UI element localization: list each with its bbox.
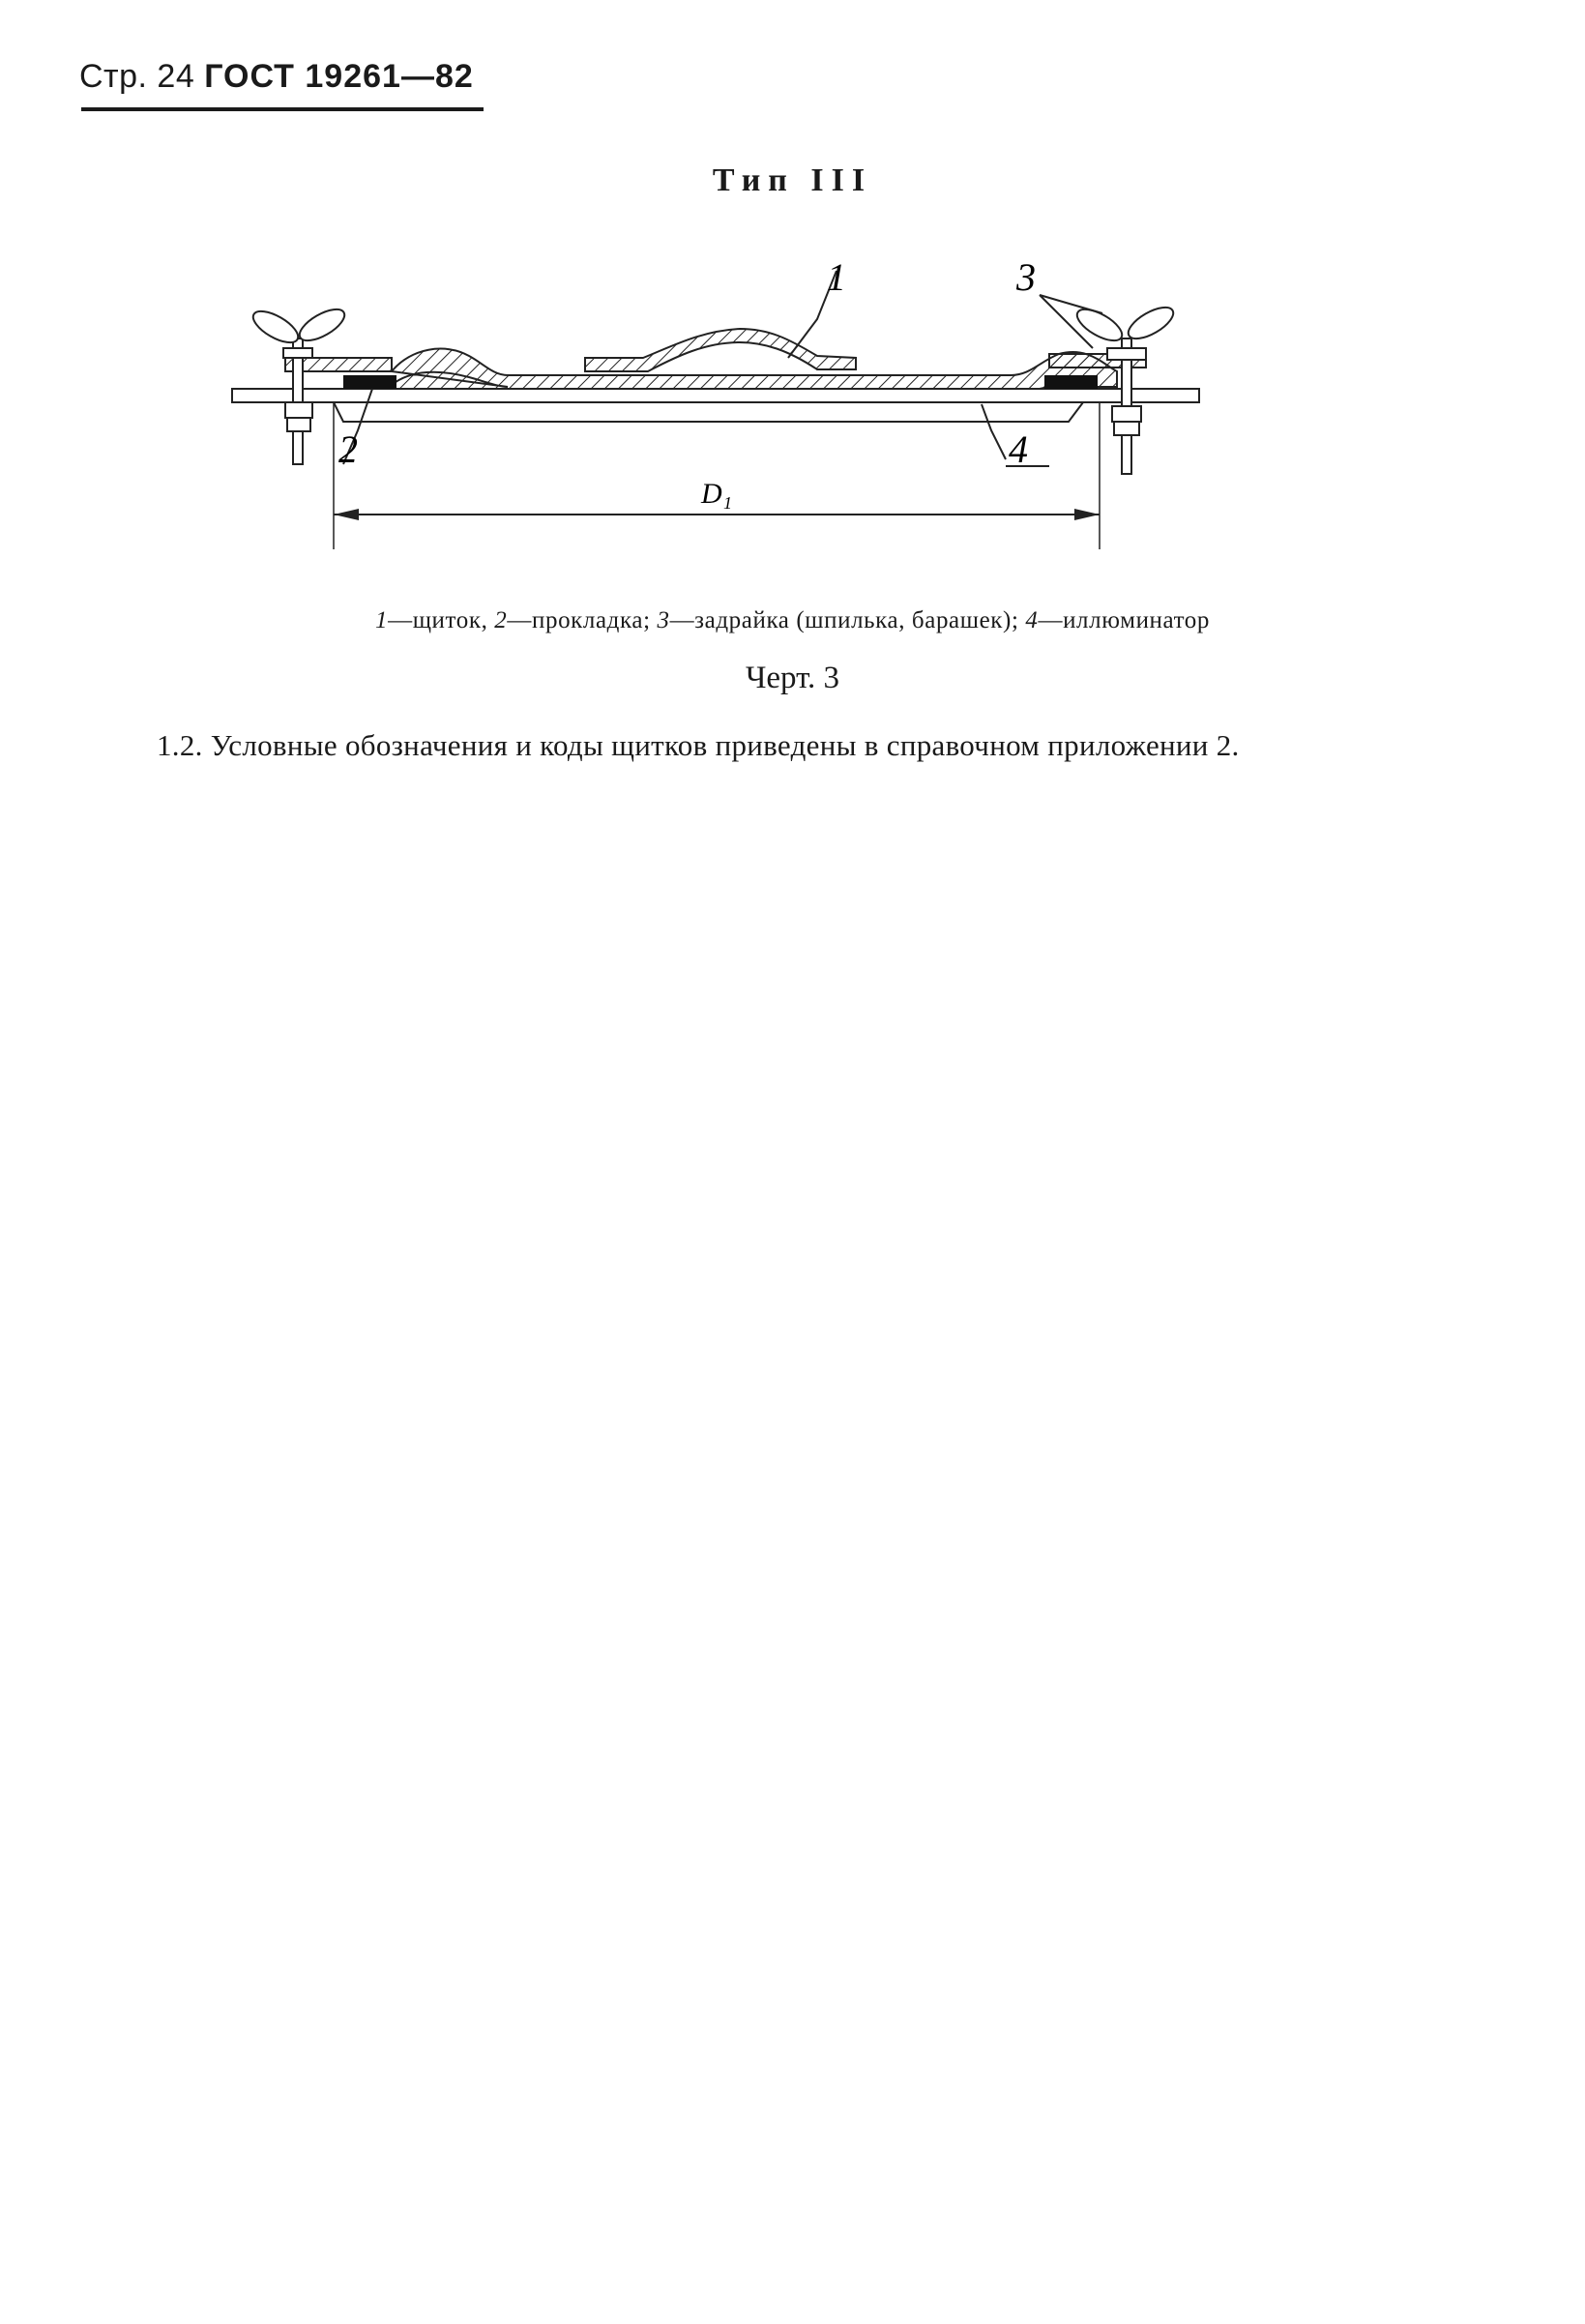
callout-3: 3 — [1016, 255, 1036, 299]
figure-label: Черт. 3 — [745, 661, 840, 695]
legend-text-1: —щиток, — [388, 607, 495, 633]
callout-2: 2 — [338, 427, 358, 471]
base-plate — [232, 389, 1199, 402]
gasket-left — [343, 375, 396, 389]
legend-text-2: —прокладка; — [507, 607, 658, 633]
standard-number: ГОСТ 19261—82 — [204, 58, 474, 95]
legend-num-2: 2 — [494, 607, 508, 633]
dimension-arrow-right — [1074, 509, 1100, 520]
legend-text-3: —задрайка (шпилька, барашек); — [669, 607, 1026, 633]
technical-drawing — [218, 242, 1223, 561]
page-header — [79, 56, 485, 114]
dimension-label: D₁ — [701, 478, 733, 510]
callout-1: 1 — [827, 255, 846, 299]
gasket-right — [1044, 375, 1098, 389]
illuminator-body — [334, 402, 1083, 422]
legend-num-4: 4 — [1025, 607, 1039, 633]
header-text — [79, 58, 474, 96]
dimension-arrow-left — [334, 509, 359, 520]
figure-legend — [0, 607, 1585, 634]
page-number: Стр. 24 — [79, 58, 195, 95]
callout-4: 4 — [1009, 427, 1028, 471]
legend-text-4: —иллюминатор — [1038, 607, 1210, 633]
shield-center-bump — [585, 329, 856, 371]
shield-body — [392, 349, 1117, 389]
figure-type-title: Тип III — [712, 162, 873, 198]
legend-num-3: 3 — [657, 607, 670, 633]
body-paragraph: 1.2. Условные обозначения и коды щитков приведены в справочном приложении 2. — [157, 728, 1240, 762]
header-rule — [81, 107, 484, 111]
leader-4 — [982, 404, 1006, 459]
legend-num-1: 1 — [375, 607, 389, 633]
